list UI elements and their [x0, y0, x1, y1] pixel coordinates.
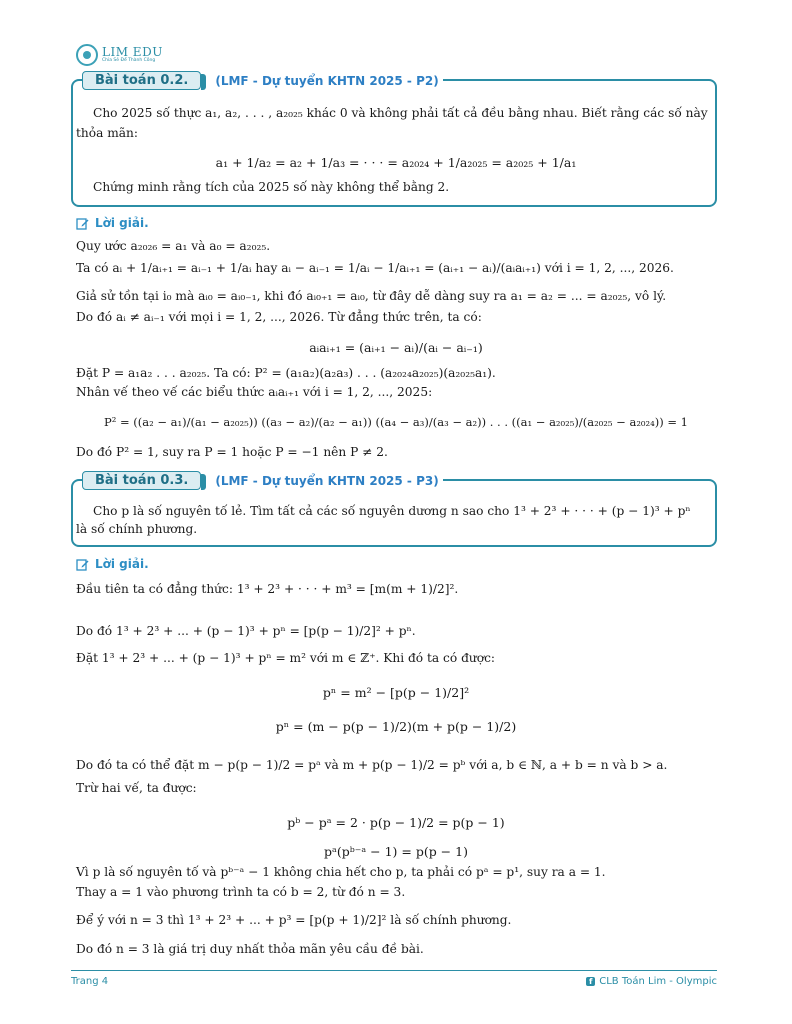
problem2-line2: là số chính phương. — [76, 522, 198, 536]
solution1-line7: Do đó P² = 1, suy ra P = 1 hoặc P = −1 nên P ≠ 2. — [76, 445, 388, 459]
solution-heading-2 — [76, 557, 149, 571]
solution-heading-text-1: Lời giải. — [95, 216, 149, 230]
solution1-line5: Đặt P = a₁a₂ . . . a₂₀₂₅. Ta có: P² = (a₁a₂)(a₂a₃) . . . (a₂₀₂₄a₂₀₂₅)(a₂₀₂₅a₁). — [76, 366, 496, 380]
solution2-formula1: pⁿ = m² − [p(p − 1)/2]² — [322, 685, 470, 700]
solution2-line5: Trừ hai vế, ta được: — [76, 781, 197, 795]
logo-icon — [76, 44, 98, 66]
solution2-formula4: pᵃ(pᵇ⁻ᵃ − 1) = p(p − 1) — [324, 844, 468, 859]
page-number: Trang 4 — [71, 976, 109, 987]
problem-source-1: (LMF - Dự tuyển KHTN 2025 - P2) — [215, 73, 439, 88]
solution-heading-text-2: Lời giải. — [95, 557, 149, 571]
problem-source-2: (LMF - Dự tuyển KHTN 2025 - P3) — [215, 473, 439, 488]
footer-club — [586, 976, 717, 987]
pencil-edit-icon — [76, 558, 89, 571]
solution1-line4: Do đó aᵢ ≠ aᵢ₋₁ với mọi i = 1, 2, ..., 2026. Từ đẳng thức trên, ta có: — [76, 310, 482, 324]
logo-tagline: Chia Sẻ Để Thành Công — [102, 58, 156, 64]
solution1-line3: Giả sử tồn tại i₀ mà aᵢ₀ = aᵢ₀₋₁, khi đó aᵢ₀₊₁ = aᵢ₀, từ đây dễ dàng suy ra a₁ = a₂ = ... = a₂₀₂₅, vô lý. — [76, 289, 667, 303]
solution1-line6: Nhân vế theo vế các biểu thức aᵢaᵢ₊₁ với i = 1, 2, ..., 2025: — [76, 385, 433, 399]
solution1-line2: Ta có aᵢ + 1/aᵢ₊₁ = aᵢ₋₁ + 1/aᵢ hay aᵢ − aᵢ₋₁ = 1/aᵢ − 1/aᵢ₊₁ = (aᵢ₊₁ − aᵢ)/(aᵢaᵢ₊₁) với i = 1, 2, ..., 2026. — [76, 261, 674, 275]
pencil-edit-icon — [76, 217, 89, 230]
problem1-line1: Cho 2025 số thực a₁, a₂, . . . , a₂₀₂₅ khác 0 và không phải tất cả đều bằng nhau. Biết rằng các số này — [93, 106, 708, 120]
facebook-icon: f — [586, 977, 595, 986]
logo — [76, 44, 163, 66]
problem1-line3: Chứng minh rằng tích của 2025 số này không thể bằng 2. — [93, 180, 450, 194]
solution2-line9: Do đó n = 3 là giá trị duy nhất thỏa mãn yêu cầu đề bài. — [76, 942, 424, 956]
solution2-line7: Thay a = 1 vào phương trình ta có b = 2, từ đó n = 3. — [76, 885, 406, 899]
logo-name: LIM EDU — [102, 45, 163, 60]
solution2-line3: Đặt 1³ + 2³ + ... + (p − 1)³ + pⁿ = m² với m ∈ ℤ⁺. Khi đó ta có được: — [76, 651, 496, 665]
solution1-formula1: aᵢaᵢ₊₁ = (aᵢ₊₁ − aᵢ)/(aᵢ − aᵢ₋₁) — [309, 340, 483, 355]
solution1-formula2: P² = ((a₂ − a₁)/(a₁ − a₂₀₂₅)) ((a₃ − a₂)/(a₂ − a₁)) ((a₄ − a₃)/(a₃ − a₂)) . . . ((a₁ − a₂₀₂₅)/(a₂₀₂₅ − a₂₀₂₄)) = 1 — [104, 415, 688, 429]
solution-heading-1 — [76, 216, 149, 230]
solution2-formula3: pᵇ − pᵃ = 2 · p(p − 1)/2 = p(p − 1) — [287, 815, 505, 830]
solution1-line1: Quy ước a₂₀₂₆ = a₁ và a₀ = a₂₀₂₅. — [76, 239, 271, 253]
problem2-line1: Cho p là số nguyên tố lẻ. Tìm tất cả các số nguyên dương n sao cho 1³ + 2³ + · · · + (p − 1)³ + pⁿ — [93, 504, 691, 518]
solution2-formula2: pⁿ = (m − p(p − 1)/2)(m + p(p − 1)/2) — [275, 719, 517, 734]
solution2-line6: Vì p là số nguyên tố và pᵇ⁻ᵃ − 1 không chia hết cho p, ta phải có pᵃ = p¹, suy ra a = 1. — [76, 865, 606, 879]
footer-divider — [71, 970, 717, 971]
problem-tag-2: Bài toán 0.3. — [82, 471, 201, 490]
problem1-formula: a₁ + 1/a₂ = a₂ + 1/a₃ = · · · = a₂₀₂₄ + 1/a₂₀₂₅ = a₂₀₂₅ + 1/a₁ — [215, 155, 577, 170]
solution2-line1: Đầu tiên ta có đẳng thức: 1³ + 2³ + · · · + m³ = [m(m + 1)/2]². — [76, 582, 459, 596]
problem1-line2: thỏa mãn: — [76, 126, 139, 140]
solution2-line8: Để ý với n = 3 thì 1³ + 2³ + ... + p³ = [p(p + 1)/2]² là số chính phương. — [76, 913, 512, 927]
problem-tag-1: Bài toán 0.2. — [82, 71, 201, 90]
footer-club-name: CLB Toán Lim - Olympic — [599, 976, 717, 987]
solution2-line4: Do đó ta có thể đặt m − p(p − 1)/2 = pᵃ và m + p(p − 1)/2 = pᵇ với a, b ∈ ℕ, a + b = n và b > a. — [76, 758, 668, 772]
solution2-line2: Do đó 1³ + 2³ + ... + (p − 1)³ + pⁿ = [p(p − 1)/2]² + pⁿ. — [76, 624, 416, 638]
